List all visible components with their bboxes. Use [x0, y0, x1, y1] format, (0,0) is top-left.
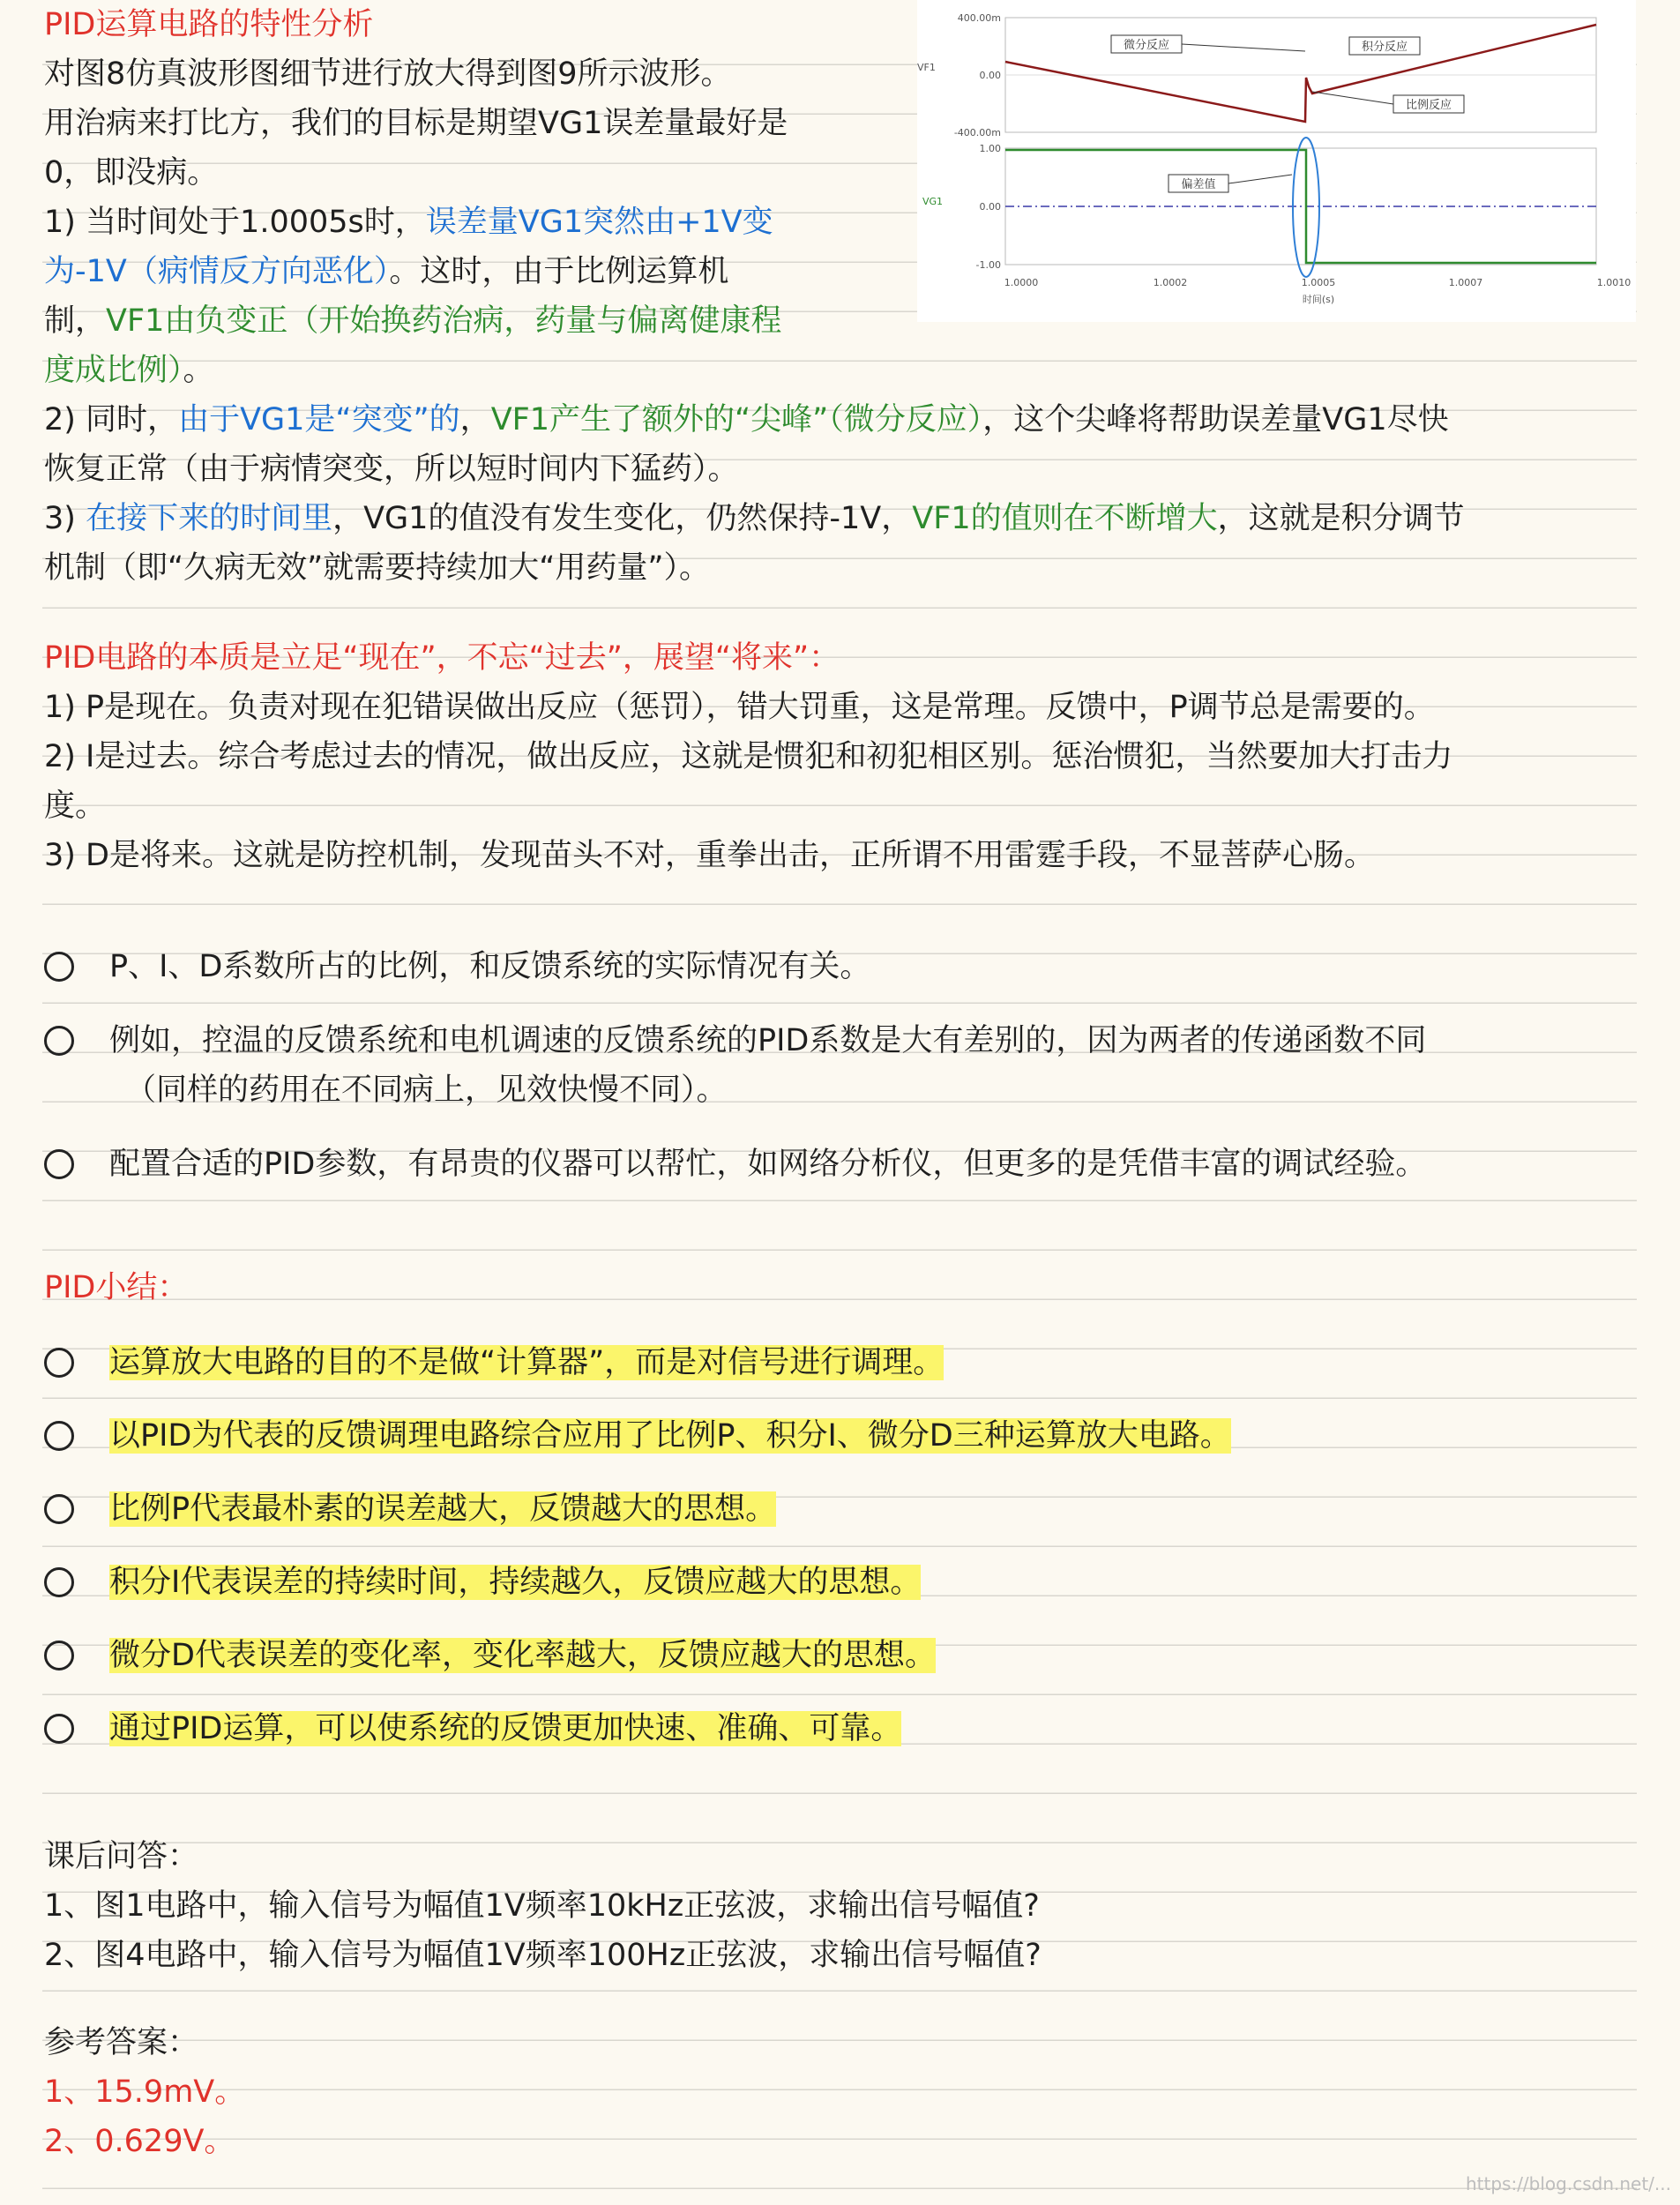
- summary-text: 比例P代表最朴素的误差越大，反馈越大的思想。: [109, 1491, 777, 1527]
- text-segment: VF1产生了额外的“尖峰”（微分反应）: [490, 402, 983, 437]
- text-segment: 度成比例）: [44, 353, 183, 388]
- summary-text: 微分D代表误差的变化率，变化率越大，反馈应越大的思想。: [109, 1638, 936, 1673]
- essence-line-d: 3) D是将来。这就是防控机制，发现苗头不对，重拳出击，正所谓不用雷霆手段，不显菩萨心肠。: [44, 838, 1376, 873]
- bullet-text: 例如，控温的反馈系统和电机调速的反馈系统的PID系数是大有差别的，因为两者的传递函数不同: [109, 1023, 1427, 1058]
- summary-item: [44, 1631, 936, 1680]
- waveform-figure: [917, 0, 1636, 322]
- summary-item: [44, 1338, 944, 1387]
- text-segment: 制，: [44, 303, 107, 339]
- xtick-1: 1.0000: [1004, 277, 1039, 288]
- top-y-label: VF1: [917, 62, 936, 73]
- section-line: [44, 494, 1465, 543]
- text-segment: 误差量VG1突然由+1V变: [425, 205, 773, 240]
- essence-line-i: 2) I是过去。综合考虑过去的情况，做出反应，这就是惯犯和初犯相区别。惩治惯犯，当然要加大打击力: [44, 739, 1453, 774]
- circle-bullet-icon: [44, 1567, 74, 1597]
- text-segment: 为-1V（病情反方向恶化）: [44, 254, 390, 289]
- summary-text: 运算放大电路的目的不是做“计算器”，而是对信号进行调理。: [109, 1345, 945, 1380]
- text-segment: ，这个尖峰将帮助误差量VG1尽快: [982, 402, 1449, 437]
- bullet-item: [44, 1140, 1426, 1189]
- text-segment: ，: [459, 402, 491, 437]
- xtick-2: 1.0002: [1153, 277, 1188, 288]
- text-segment: ，这就是积分调节: [1217, 501, 1465, 536]
- label-err: 偏差值: [1181, 178, 1216, 191]
- summary-item: [44, 1558, 921, 1607]
- circle-bullet-icon: [44, 1494, 74, 1524]
- bottom-ytick-2: 0.00: [979, 201, 1001, 213]
- text-segment: 在接下来的时间里: [86, 501, 333, 536]
- text-segment: 2) 同时，: [44, 402, 179, 437]
- summary-text: 通过PID运算，可以使系统的反馈更加快速、准确、可靠。: [109, 1711, 902, 1746]
- top-ytick-2: 0.00: [979, 70, 1001, 81]
- qa-block: [44, 1832, 1042, 1980]
- xtick-4: 1.0007: [1448, 277, 1483, 288]
- top-ytick-1: 400.00m: [957, 12, 1001, 24]
- text-segment: 用治病来打比方，我们的目标是期望VG1误差量最好是: [44, 106, 788, 141]
- xtick-5: 1.0010: [1596, 277, 1631, 288]
- circle-bullet-icon: [44, 1421, 74, 1451]
- text-segment: 对图8仿真波形图细节进行放大得到图9所示波形。: [44, 56, 732, 92]
- section-pid-essence: [44, 633, 1452, 880]
- text-segment: 3): [44, 501, 86, 536]
- summary-item: [44, 1411, 1231, 1461]
- qa-title: 课后问答：: [44, 1839, 199, 1874]
- x-axis-label: 时间(s): [1302, 294, 1335, 305]
- text-segment: 由于VG1是“突变”的: [178, 402, 460, 437]
- arrow-prop: [1312, 92, 1393, 104]
- answers-title: 参考答案：: [44, 2025, 199, 2060]
- waveform-chart: [917, 0, 1636, 322]
- text-segment: 0，即没病。: [44, 155, 219, 191]
- summary-item: [44, 1704, 901, 1753]
- label-diff: 微分反应: [1123, 39, 1170, 52]
- circle-bullet-icon: [44, 1714, 74, 1744]
- text-segment: 机制（即“久病无效”就需要持续加大“用药量”）。: [44, 550, 711, 586]
- text-segment: 恢复正常（由于病情突变，所以短时间内下猛药）。: [44, 452, 739, 487]
- circle-bullet-icon: [44, 952, 74, 982]
- bottom-ytick-1: 1.00: [979, 143, 1001, 154]
- text-segment: VF1的值则在不断增大: [912, 501, 1218, 536]
- answers-block: [44, 2018, 245, 2166]
- xtick-3: 1.0005: [1301, 277, 1336, 288]
- arrow-diff: [1182, 44, 1305, 51]
- answer-1: 1、15.9mV。: [44, 2074, 246, 2110]
- section-title: PID运算电路的特性分析: [44, 7, 374, 42]
- question-1: 1、图1电路中，输入信号为幅值1V频率10kHz正弦波，求输出信号幅值?: [44, 1888, 1040, 1924]
- watermark: https://blog.csdn.net/...: [1465, 2173, 1671, 2194]
- bottom-y-label: VG1: [922, 196, 944, 207]
- summary-title: PID小结：: [44, 1270, 189, 1305]
- section2-title: PID电路的本质是立足“现在”，不忘“过去”，展望“将来”：: [44, 640, 840, 676]
- bullet-text: 配置合适的PID参数，有昂贵的仪器可以帮忙，如网络分析仪，但更多的是凭借丰富的调试经验。: [109, 1147, 1427, 1182]
- section-line: [44, 395, 1465, 445]
- vf1-waveform: [1005, 25, 1596, 122]
- text-segment: VF1由负变正（开始换药治病，药量与偏离健康程: [106, 303, 782, 339]
- bullet-item: [44, 1016, 1426, 1115]
- summary-text: 以PID为代表的反馈调理电路综合应用了比例P、积分I、微分D三种运算放大电路。: [109, 1418, 1231, 1454]
- top-ytick-3: -400.00m: [953, 127, 1001, 138]
- essence-line-p: 1) P是现在。负责对现在犯错误做出反应（惩罚），错大罚重，这是常理。反馈中，P调节总是需要的。: [44, 690, 1435, 725]
- bullet-item: [44, 942, 870, 991]
- section-line: [44, 445, 1465, 494]
- circle-bullet-icon: [44, 1641, 74, 1671]
- essence-line-i-cont: 度。: [44, 789, 107, 824]
- label-integ: 积分反应: [1361, 41, 1408, 54]
- section-line: [44, 346, 1465, 395]
- bottom-ytick-3: -1.00: [975, 259, 1001, 271]
- text-segment: 。: [183, 353, 214, 388]
- text-segment: 。这时，由于比例运算机: [389, 254, 729, 289]
- circle-bullet-icon: [44, 1026, 74, 1056]
- circle-bullet-icon: [44, 1149, 74, 1179]
- section-line: [44, 543, 1465, 593]
- arrow-err: [1228, 175, 1292, 183]
- bullet-text-cont: （同样的药用在不同病上，见效快慢不同）。: [125, 1073, 728, 1108]
- summary-item: [44, 1484, 776, 1534]
- label-prop: 比例反应: [1405, 99, 1452, 112]
- text-segment: ，VG1的值没有发生变化，仍然保持-1V，: [332, 501, 913, 536]
- circle-bullet-icon: [44, 1348, 74, 1378]
- answer-2: 2、0.629V。: [44, 2124, 235, 2159]
- question-2: 2、图4电路中，输入信号为幅值1V频率100Hz正弦波，求输出信号幅值?: [44, 1938, 1042, 1973]
- bullet-text: P、I、D系数所占的比例，和反馈系统的实际情况有关。: [109, 949, 871, 984]
- summary-title-block: [44, 1263, 188, 1312]
- text-segment: 1) 当时间处于1.0005s时，: [44, 205, 426, 240]
- summary-text: 积分I代表误差的持续时间，持续越久，反馈应越大的思想。: [109, 1565, 922, 1600]
